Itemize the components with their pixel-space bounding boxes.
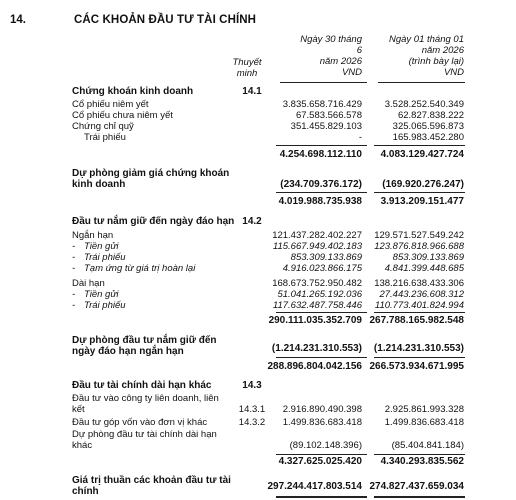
header-underline-2 xyxy=(378,82,465,83)
subtotal-rule xyxy=(276,145,367,146)
subtotal-rule xyxy=(374,454,465,455)
note-column-header: Thuyết minh xyxy=(232,57,262,79)
column-header-period-2: Ngày 01 tháng 01 năm 2026 (trình bày lại) VND xyxy=(388,34,464,78)
subtotal-rule xyxy=(276,357,367,358)
subtotal-rule xyxy=(374,145,465,146)
column-header-period-1: Ngày 30 tháng 6 năm 2026 VND xyxy=(300,34,362,78)
subtotal-rule xyxy=(276,192,367,193)
subtotal-rule xyxy=(374,312,465,313)
subtotal-rule xyxy=(276,454,367,455)
total-rule xyxy=(374,496,465,498)
subtotal-rule xyxy=(374,357,465,358)
total-rule xyxy=(276,496,367,498)
subtotal-rule xyxy=(276,312,367,313)
section-number: 14. xyxy=(10,14,26,26)
section-title: CÁC KHOẢN ĐẦU TƯ TÀI CHÍNH xyxy=(74,14,257,26)
header-underline-1 xyxy=(280,82,367,83)
subtotal-rule xyxy=(374,192,465,193)
